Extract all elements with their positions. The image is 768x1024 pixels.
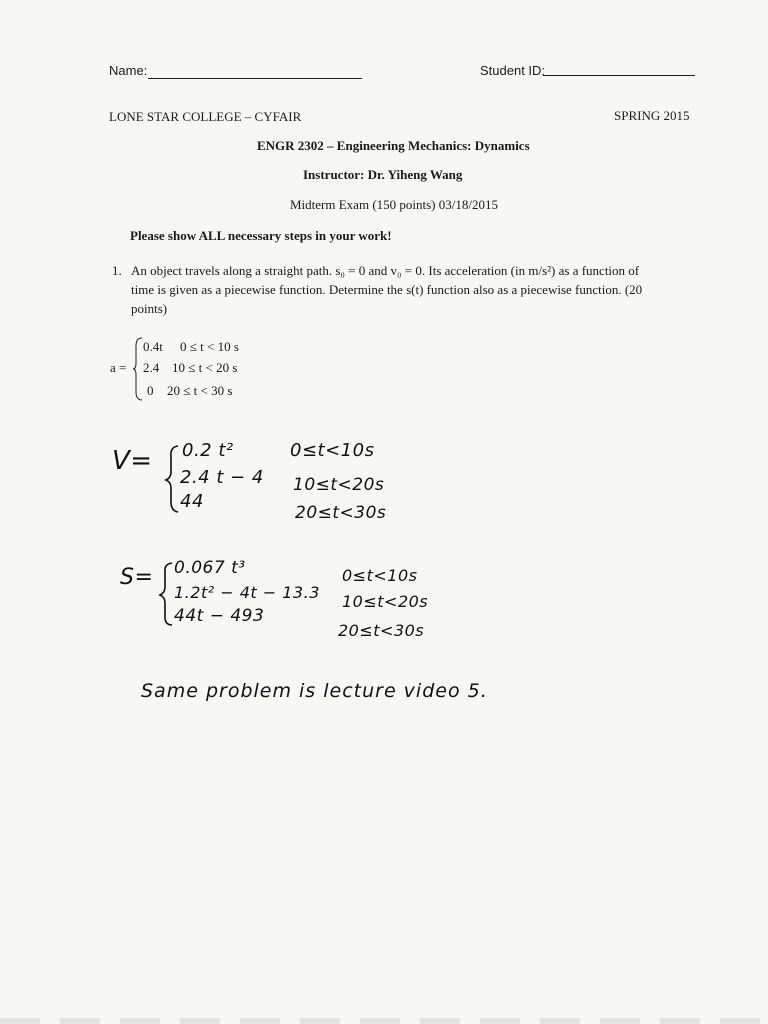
velocity-range-3: 20≤t<30s [295,503,387,523]
exam-line: Midterm Exam (150 points) 03/18/2015 [290,197,498,212]
velocity-brace [164,444,180,514]
instruction-text: Please show ALL necessary steps in your work! [130,228,392,243]
acceleration-expr-1: 0.4t [143,339,163,354]
position-brace [158,561,174,627]
course-title: ENGR 2302 – Engineering Mechanics: Dynamics [257,138,530,153]
position-expr-1: 0.067 t³ [174,558,246,578]
student-id-label: Student ID: [480,63,546,78]
problem-number: 1. [112,263,122,278]
velocity-expr-2: 2.4 t − 4 [180,467,264,488]
acceleration-range-3: 20 ≤ t < 30 s [167,383,233,398]
name-label: Name: [109,63,148,78]
student-id-blank [543,75,695,76]
acceleration-label: a = [110,360,127,375]
velocity-expr-1: 0.2 t² [182,440,234,461]
college-name: LONE STAR COLLEGE – CYFAIR [109,109,302,124]
acceleration-expr-2: 2.4 [143,360,160,375]
position-range-2: 10≤t<20s [342,592,429,611]
velocity-expr-3: 44 [180,491,204,512]
acceleration-range-2: 10 ≤ t < 20 s [172,360,238,375]
problem-text [131,261,701,318]
instructor-line: Instructor: Dr. Yiheng Wang [303,167,463,182]
term-label: SPRING 2015 [614,108,690,123]
position-label: S= [120,565,154,590]
acceleration-range-1: 0 ≤ t < 10 s [180,339,239,354]
position-range-3: 20≤t<30s [338,621,425,640]
problem-text-line-2: time is given as a piecewise function. Determine the s(t) function also as a piecewise function. (20 [131,282,643,297]
position-expr-3: 44t − 493 [174,606,265,626]
position-expr-2: 1.2t² − 4t − 13.3 [174,583,320,602]
handwritten-note: Same problem is lecture video 5. [141,680,488,702]
problem-text-line-1: An object travels along a straight path. s₀ = 0 and v₀ = 0. Its acceleration (in m/s²) as a function of [131,263,640,278]
name-blank [148,78,362,79]
position-range-1: 0≤t<10s [342,566,418,585]
acceleration-expr-3: 0 [147,383,154,398]
velocity-label: V= [112,446,153,476]
velocity-range-2: 10≤t<20s [293,475,385,495]
problem-text-line-3: points) [131,301,168,316]
velocity-range-1: 0≤t<10s [290,440,375,461]
scan-edge-artifact [0,1018,768,1024]
